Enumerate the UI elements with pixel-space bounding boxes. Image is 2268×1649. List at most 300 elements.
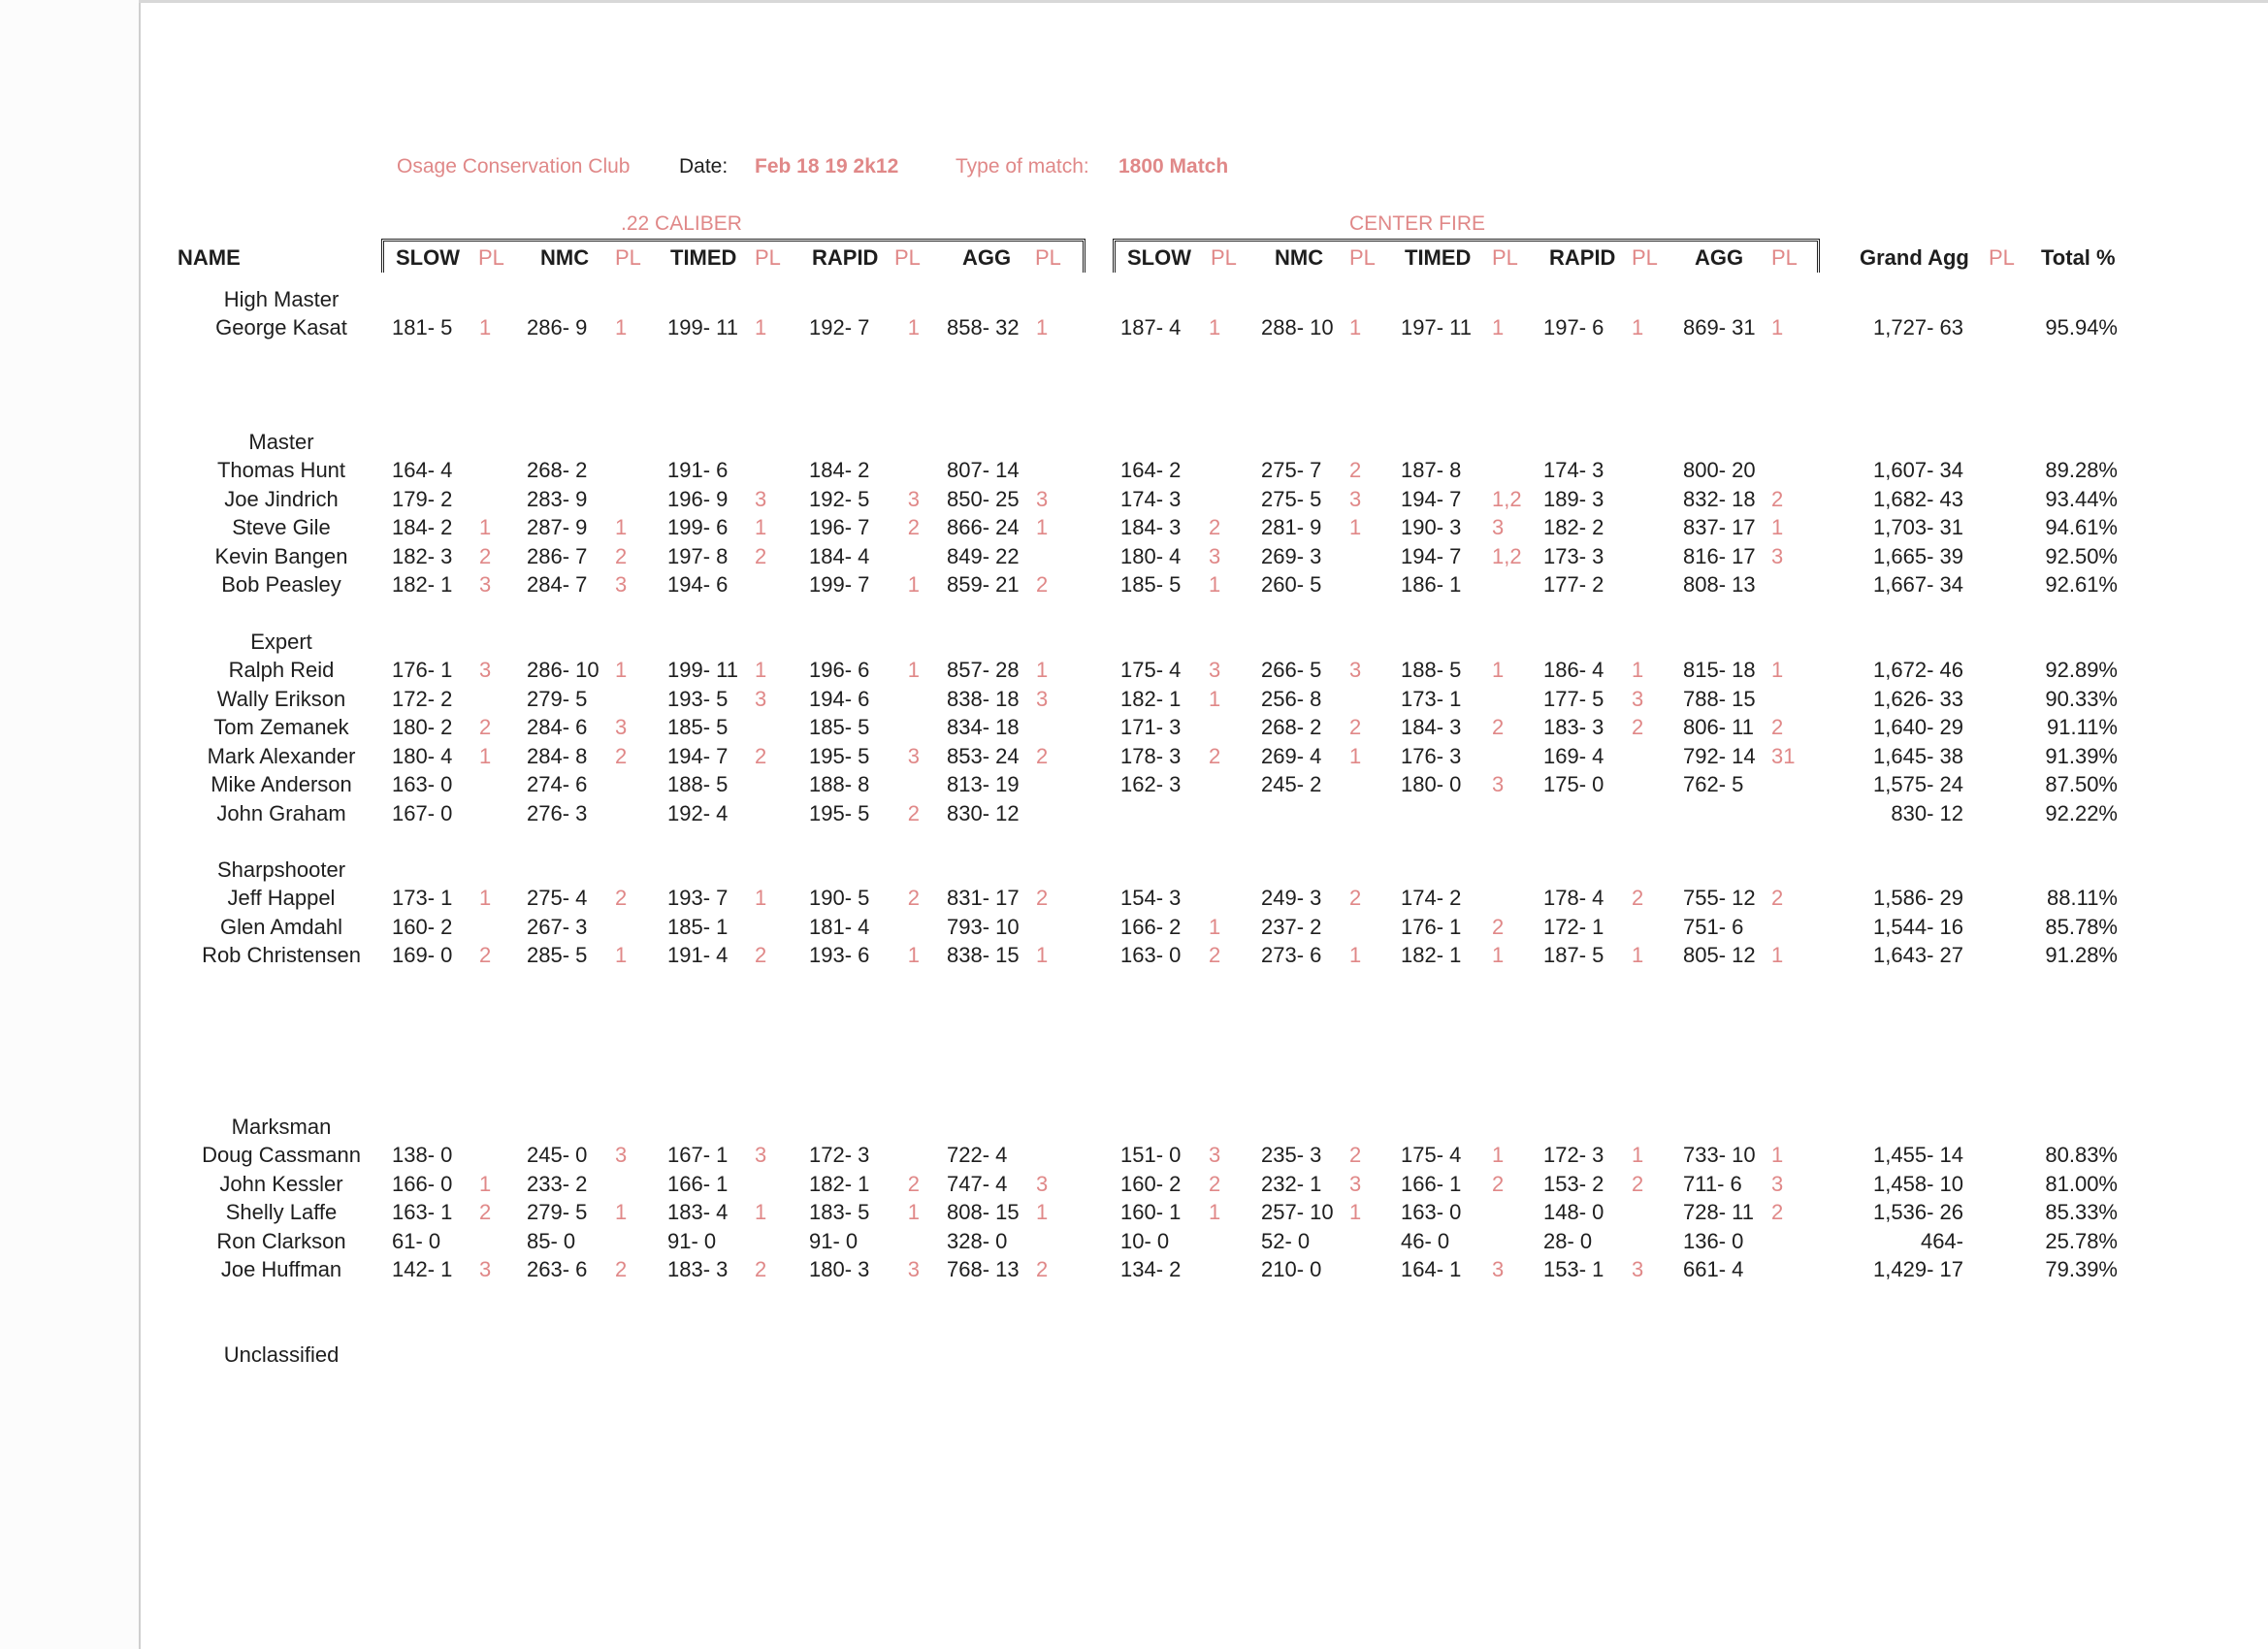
cell-cf-agg: 869- 31 (1683, 315, 1756, 340)
cell-s22-rapid: 192- 7 (809, 315, 870, 340)
cell-s22-rapid: 196- 7 (809, 515, 870, 539)
cell-s22-timed-pl: 1 (755, 515, 767, 539)
cell-cf-slow: 10- 0 (1120, 1228, 1170, 1253)
cell-total-pct: 95.94% (2045, 315, 2118, 340)
cell-cf-timed-pl: 1 (1492, 943, 1505, 967)
cell-grand-agg: 1,455- 14 (1873, 1143, 1963, 1167)
cell-s22-slow-pl: 1 (479, 886, 492, 910)
cell-cf-rapid: 153- 2 (1543, 1171, 1604, 1196)
cell-cf-rapid-pl: 1 (1632, 315, 1644, 340)
cell-total-pct: 92.89% (2045, 658, 2118, 682)
cell-cf-rapid: 175- 0 (1543, 772, 1604, 796)
cell-s22-nmc: 285- 5 (527, 943, 588, 967)
cell-cf-nmc: 269- 4 (1261, 743, 1322, 768)
cell-cf-nmc: 237- 2 (1261, 914, 1322, 939)
cell-cf-nmc-pl: 1 (1349, 743, 1362, 768)
cell-cf-timed-pl: 1 (1492, 315, 1505, 340)
cell-cf-nmc: 275- 7 (1261, 458, 1322, 482)
cell-cf-agg-pl: 3 (1771, 1171, 1784, 1196)
col-header-22-timed: TIMED (670, 245, 737, 270)
cell-s22-timed: 183- 4 (667, 1200, 729, 1224)
cell-s22-nmc: 287- 9 (527, 515, 588, 539)
cell-grand-agg: 1,586- 29 (1873, 886, 1963, 910)
cell-cf-agg: 661- 4 (1683, 1257, 1744, 1281)
cell-total-pct: 92.61% (2045, 572, 2118, 597)
cell-cf-timed-pl: 1 (1492, 1143, 1505, 1167)
cell-cf-timed-pl: 3 (1492, 515, 1505, 539)
cell-cf-nmc: 269- 3 (1261, 543, 1322, 568)
cell-cf-slow: 134- 2 (1120, 1257, 1182, 1281)
cell-cf-timed: 175- 4 (1401, 1143, 1462, 1167)
cell-total-pct: 90.33% (2045, 686, 2118, 711)
cell-s22-timed: 199- 11 (667, 315, 738, 340)
cell-cf-rapid: 174- 3 (1543, 458, 1604, 482)
col-header-cf-nmc: NMC (1275, 245, 1324, 270)
cell-cf-timed-pl: 3 (1492, 772, 1505, 796)
col-header-cf-agg: AGG (1695, 245, 1744, 270)
cell-s22-timed-pl: 1 (755, 315, 767, 340)
cell-s22-nmc: 284- 7 (527, 572, 588, 597)
col-header-cf-nmc-pl: PL (1349, 245, 1376, 270)
cell-s22-agg: 857- 28 (947, 658, 1020, 682)
cell-cf-timed-pl: 1 (1492, 658, 1505, 682)
cell-s22-nmc-pl: 1 (615, 1200, 628, 1224)
cell-cf-agg: 800- 20 (1683, 458, 1756, 482)
cell-cf-agg-pl: 1 (1771, 315, 1784, 340)
cell-s22-nmc: 279- 5 (527, 686, 588, 711)
cell-cf-rapid-pl: 3 (1632, 686, 1644, 711)
cell-grand-agg: 1,607- 34 (1873, 458, 1963, 482)
cell-cf-rapid-pl: 2 (1632, 886, 1644, 910)
cell-s22-nmc: 85- 0 (527, 1228, 576, 1253)
cell-s22-nmc: 286- 9 (527, 315, 588, 340)
cell-cf-slow: 185- 5 (1120, 572, 1182, 597)
cell-cf-timed: 194- 7 (1401, 543, 1462, 568)
cell-cf-rapid-pl: 2 (1632, 1171, 1644, 1196)
cell-cf-agg: 815- 18 (1683, 658, 1756, 682)
cell-s22-nmc-pl: 1 (615, 315, 628, 340)
cell-cf-timed: 184- 3 (1401, 715, 1462, 739)
cell-s22-slow-pl: 3 (479, 572, 492, 597)
cell-s22-slow-pl: 1 (479, 743, 492, 768)
col-header-22-agg-pl: PL (1035, 245, 1061, 270)
cell-cf-timed: 46- 0 (1401, 1228, 1450, 1253)
cell-total-pct: 87.50% (2045, 772, 2118, 796)
cell-cf-timed-pl: 2 (1492, 715, 1505, 739)
cell-s22-timed: 185- 5 (667, 715, 729, 739)
cell-grand-agg: 1,458- 10 (1873, 1171, 1963, 1196)
cell-cf-timed: 197- 11 (1401, 315, 1472, 340)
cell-s22-rapid-pl: 1 (907, 943, 920, 967)
shooter-name: John Graham (216, 800, 346, 825)
cell-s22-timed: 91- 0 (667, 1228, 717, 1253)
col-header-cf-rapid: RAPID (1549, 245, 1616, 270)
cell-cf-nmc: 52- 0 (1261, 1228, 1311, 1253)
cell-s22-slow: 138- 0 (392, 1143, 453, 1167)
cell-s22-timed-pl: 1 (755, 1200, 767, 1224)
cell-cf-nmc: 235- 3 (1261, 1143, 1322, 1167)
cell-s22-agg: 849- 22 (947, 543, 1020, 568)
cell-s22-rapid: 180- 3 (809, 1257, 870, 1281)
cell-total-pct: 85.78% (2045, 914, 2118, 939)
col-header-total-pct: Total % (2041, 245, 2116, 270)
cell-cf-agg-pl: 31 (1771, 743, 1796, 768)
cell-cf-slow-pl: 1 (1209, 686, 1221, 711)
cell-s22-nmc: 284- 8 (527, 743, 588, 768)
cell-s22-slow: 166- 0 (392, 1171, 453, 1196)
cell-s22-rapid: 182- 1 (809, 1171, 870, 1196)
cell-cf-slow: 178- 3 (1120, 743, 1182, 768)
cell-cf-rapid: 186- 4 (1543, 658, 1604, 682)
cell-s22-rapid-pl: 3 (907, 486, 920, 511)
cell-cf-agg: 805- 12 (1683, 943, 1756, 967)
cell-s22-rapid: 184- 4 (809, 543, 870, 568)
cell-cf-slow-pl: 1 (1209, 572, 1221, 597)
cell-grand-agg: 1,536- 26 (1873, 1200, 1963, 1224)
cell-cf-timed: 186- 1 (1401, 572, 1462, 597)
cell-cf-nmc: 245- 2 (1261, 772, 1322, 796)
cell-s22-timed-pl: 1 (755, 658, 767, 682)
cell-cf-agg: 806- 11 (1683, 715, 1754, 739)
date-value: Feb 18 19 2k12 (755, 155, 899, 178)
club-name: Osage Conservation Club (397, 155, 631, 178)
shooter-name: John Kessler (219, 1171, 343, 1196)
cell-s22-rapid-pl: 3 (907, 1257, 920, 1281)
cell-s22-timed: 191- 4 (667, 943, 729, 967)
cell-cf-slow-pl: 1 (1209, 914, 1221, 939)
col-header-cf-rapid-pl: PL (1632, 245, 1658, 270)
cell-cf-timed: 173- 1 (1401, 686, 1462, 711)
cell-grand-agg: 1,575- 24 (1873, 772, 1963, 796)
cell-s22-slow: 180- 2 (392, 715, 453, 739)
cell-total-pct: 81.00% (2045, 1171, 2118, 1196)
cell-cf-nmc-pl: 1 (1349, 315, 1362, 340)
cell-cf-agg-pl: 1 (1771, 943, 1784, 967)
cell-s22-rapid: 199- 7 (809, 572, 870, 597)
cell-s22-nmc: 284- 6 (527, 715, 588, 739)
cell-cf-slow-pl: 2 (1209, 1171, 1221, 1196)
cell-cf-agg-pl: 1 (1771, 1143, 1784, 1167)
cell-s22-slow: 182- 1 (392, 572, 453, 597)
cell-s22-nmc: 263- 6 (527, 1257, 588, 1281)
cell-s22-rapid-pl: 2 (907, 515, 920, 539)
cell-grand-agg: 1,727- 63 (1873, 315, 1963, 340)
cell-s22-timed: 199- 6 (667, 515, 729, 539)
cell-s22-agg-pl: 1 (1036, 658, 1049, 682)
cell-s22-agg-pl: 3 (1036, 686, 1049, 711)
cell-s22-timed: 194- 7 (667, 743, 729, 768)
cell-s22-nmc-pl: 2 (615, 543, 628, 568)
cell-s22-nmc-pl: 2 (615, 886, 628, 910)
cell-s22-nmc: 275- 4 (527, 886, 588, 910)
shooter-name: Shelly Laffe (225, 1200, 338, 1224)
cell-total-pct: 92.50% (2045, 543, 2118, 568)
cell-cf-agg: 755- 12 (1683, 886, 1756, 910)
cell-grand-agg: 1,645- 38 (1873, 743, 1963, 768)
cell-cf-agg-pl: 2 (1771, 715, 1784, 739)
cell-s22-agg: 830- 12 (947, 800, 1020, 825)
cell-cf-slow-pl: 1 (1209, 1200, 1221, 1224)
cell-s22-nmc: 245- 0 (527, 1143, 588, 1167)
cell-s22-nmc-pl: 1 (615, 943, 628, 967)
cell-grand-agg: 1,544- 16 (1873, 914, 1963, 939)
cell-cf-nmc: 275- 5 (1261, 486, 1322, 511)
cell-s22-nmc-pl: 1 (615, 658, 628, 682)
cell-grand-agg: 464- (1920, 1228, 1963, 1253)
cell-cf-agg-pl: 2 (1771, 486, 1784, 511)
cell-s22-nmc: 283- 9 (527, 486, 588, 511)
cell-cf-slow: 164- 2 (1120, 458, 1182, 482)
cell-s22-slow: 172- 2 (392, 686, 453, 711)
cell-s22-nmc: 276- 3 (527, 800, 588, 825)
cell-s22-rapid: 185- 5 (809, 715, 870, 739)
shooter-name: Doug Cassmann (202, 1143, 361, 1167)
cell-cf-nmc-pl: 3 (1349, 658, 1362, 682)
class-label: Sharpshooter (216, 857, 346, 882)
cell-grand-agg: 1,640- 29 (1873, 715, 1963, 739)
cell-s22-slow: 184- 2 (392, 515, 453, 539)
cell-cf-nmc-pl: 2 (1349, 715, 1362, 739)
cell-cf-slow: 182- 1 (1120, 686, 1182, 711)
cell-s22-agg-pl: 1 (1036, 315, 1049, 340)
class-label: Marksman (231, 1115, 332, 1139)
cell-cf-agg: 711- 6 (1683, 1171, 1742, 1196)
cell-s22-agg-pl: 2 (1036, 572, 1049, 597)
cell-s22-agg: 859- 21 (947, 572, 1020, 597)
cell-s22-rapid-pl: 2 (907, 800, 920, 825)
cell-cf-nmc: 281- 9 (1261, 515, 1322, 539)
cell-s22-slow: 173- 1 (392, 886, 453, 910)
cell-s22-rapid: 172- 3 (809, 1143, 870, 1167)
cell-cf-nmc-pl: 2 (1349, 886, 1362, 910)
cell-s22-slow-pl: 3 (479, 1257, 492, 1281)
col-header-cf-agg-pl: PL (1771, 245, 1798, 270)
cell-cf-timed: 194- 7 (1401, 486, 1462, 511)
cell-cf-nmc: 260- 5 (1261, 572, 1322, 597)
cell-s22-agg: 853- 24 (947, 743, 1020, 768)
col-header-cf-timed-pl: PL (1492, 245, 1518, 270)
cell-s22-nmc: 267- 3 (527, 914, 588, 939)
cell-cf-agg: 788- 15 (1683, 686, 1756, 711)
cell-cf-rapid: 187- 5 (1543, 943, 1604, 967)
match-type-label: Type of match: (956, 155, 1089, 178)
shooter-name: Mike Anderson (211, 772, 352, 796)
cell-total-pct: 91.11% (2047, 715, 2118, 739)
shooter-name: Glen Amdahl (220, 914, 342, 939)
cell-cf-timed: 188- 5 (1401, 658, 1462, 682)
cell-cf-rapid: 183- 3 (1543, 715, 1604, 739)
cell-cf-timed-pl: 2 (1492, 914, 1505, 939)
cell-cf-timed: 164- 1 (1401, 1257, 1462, 1281)
col-header-22-slow: SLOW (396, 245, 460, 270)
cell-cf-agg-pl: 3 (1771, 543, 1784, 568)
col-header-grand-agg: Grand Agg (1860, 245, 1969, 270)
shooter-name: Thomas Hunt (216, 458, 346, 482)
cell-s22-nmc: 279- 5 (527, 1200, 588, 1224)
cell-s22-slow-pl: 1 (479, 1171, 492, 1196)
cell-s22-agg-pl: 1 (1036, 943, 1049, 967)
cell-s22-agg: 328- 0 (947, 1228, 1008, 1253)
cell-s22-agg: 813- 19 (947, 772, 1020, 796)
cell-s22-rapid-pl: 1 (907, 1200, 920, 1224)
cell-s22-slow: 160- 2 (392, 914, 453, 939)
match-type-value: 1800 Match (1118, 155, 1229, 178)
cell-s22-rapid: 193- 6 (809, 943, 870, 967)
cell-cf-agg: 762- 5 (1683, 772, 1744, 796)
cell-s22-timed: 199- 11 (667, 658, 738, 682)
cell-cf-nmc-pl: 3 (1349, 486, 1362, 511)
cell-s22-rapid: 192- 5 (809, 486, 870, 511)
class-label: High Master (223, 287, 340, 311)
shooter-name: George Kasat (215, 315, 347, 340)
shooter-name: Wally Erikson (216, 686, 346, 711)
col-header-name: NAME (178, 245, 241, 270)
cell-s22-rapid: 196- 6 (809, 658, 870, 682)
shooter-name: Ralph Reid (228, 658, 335, 682)
cell-total-pct: 89.28% (2045, 458, 2118, 482)
cell-cf-rapid: 148- 0 (1543, 1200, 1604, 1224)
cell-cf-agg: 733- 10 (1683, 1143, 1756, 1167)
cell-s22-slow-pl: 2 (479, 715, 492, 739)
cell-cf-nmc-pl: 1 (1349, 943, 1362, 967)
cell-grand-agg: 1,429- 17 (1873, 1257, 1963, 1281)
col-header-22-rapid-pl: PL (894, 245, 921, 270)
cell-cf-nmc-pl: 2 (1349, 1143, 1362, 1167)
cell-cf-rapid: 182- 2 (1543, 515, 1604, 539)
cell-s22-slow-pl: 1 (479, 315, 492, 340)
cell-s22-slow: 163- 0 (392, 772, 453, 796)
cell-total-pct: 79.39% (2045, 1257, 2118, 1281)
cell-s22-rapid: 91- 0 (809, 1228, 859, 1253)
cell-s22-agg: 808- 15 (947, 1200, 1020, 1224)
col-header-cf-timed: TIMED (1405, 245, 1472, 270)
shooter-name: Tom Zemanek (213, 715, 349, 739)
cell-s22-rapid-pl: 3 (907, 743, 920, 768)
cell-cf-slow: 160- 1 (1120, 1200, 1182, 1224)
cell-s22-agg: 850- 25 (947, 486, 1020, 511)
cell-grand-agg: 1,682- 43 (1873, 486, 1963, 511)
cell-s22-rapid-pl: 2 (907, 1171, 920, 1196)
cell-s22-nmc-pl: 2 (615, 1257, 628, 1281)
cell-cf-agg-pl: 1 (1771, 658, 1784, 682)
cell-cf-timed-pl: 1,2 (1492, 486, 1522, 511)
cell-s22-rapid-pl: 1 (907, 658, 920, 682)
cell-s22-nmc-pl: 2 (615, 743, 628, 768)
cell-s22-rapid: 181- 4 (809, 914, 870, 939)
cell-s22-timed: 194- 6 (667, 572, 729, 597)
cell-cf-timed-pl: 3 (1492, 1257, 1505, 1281)
cell-s22-timed-pl: 3 (755, 486, 767, 511)
cell-cf-slow: 180- 4 (1120, 543, 1182, 568)
cell-cf-nmc-pl: 1 (1349, 515, 1362, 539)
cell-cf-slow-pl: 3 (1209, 658, 1221, 682)
cell-cf-agg: 808- 13 (1683, 572, 1756, 597)
col-header-22-nmc-pl: PL (615, 245, 641, 270)
cell-grand-agg: 1,703- 31 (1873, 515, 1963, 539)
cell-cf-rapid: 178- 4 (1543, 886, 1604, 910)
cell-s22-rapid-pl: 1 (907, 315, 920, 340)
cell-s22-slow: 164- 4 (392, 458, 453, 482)
cell-s22-nmc: 286- 7 (527, 543, 588, 568)
cell-s22-rapid: 195- 5 (809, 800, 870, 825)
col-header-22-timed-pl: PL (755, 245, 781, 270)
cell-cf-timed: 176- 1 (1401, 914, 1462, 939)
col-header-22-slow-pl: PL (478, 245, 504, 270)
class-label: Expert (250, 630, 312, 654)
cell-s22-timed-pl: 2 (755, 943, 767, 967)
cell-cf-timed: 176- 3 (1401, 743, 1462, 768)
cell-cf-rapid-pl: 1 (1632, 943, 1644, 967)
cell-cf-agg: 792- 14 (1683, 743, 1756, 768)
col-header-cf-slow: SLOW (1127, 245, 1191, 270)
cell-s22-agg: 747- 4 (947, 1171, 1008, 1196)
cell-cf-slow: 160- 2 (1120, 1171, 1182, 1196)
cell-s22-nmc-pl: 3 (615, 572, 628, 597)
cell-cf-timed: 163- 0 (1401, 1200, 1462, 1224)
cell-s22-agg: 858- 32 (947, 315, 1020, 340)
cell-cf-nmc: 268- 2 (1261, 715, 1322, 739)
cell-cf-slow: 184- 3 (1120, 515, 1182, 539)
cell-cf-slow-pl: 3 (1209, 543, 1221, 568)
cell-s22-agg-pl: 1 (1036, 1200, 1049, 1224)
cell-cf-slow-pl: 2 (1209, 943, 1221, 967)
cell-cf-timed-pl: 1,2 (1492, 543, 1522, 568)
cell-s22-timed: 188- 5 (667, 772, 729, 796)
cell-cf-agg: 832- 18 (1683, 486, 1756, 511)
cell-cf-agg: 728- 11 (1683, 1200, 1754, 1224)
cell-cf-nmc-pl: 3 (1349, 1171, 1362, 1196)
cell-s22-nmc: 286- 10 (527, 658, 599, 682)
cell-cf-slow-pl: 2 (1209, 743, 1221, 768)
cell-s22-timed-pl: 2 (755, 1257, 767, 1281)
cell-s22-nmc: 233- 2 (527, 1171, 588, 1196)
cell-cf-rapid-pl: 1 (1632, 1143, 1644, 1167)
cell-total-pct: 93.44% (2045, 486, 2118, 511)
cell-s22-nmc-pl: 3 (615, 715, 628, 739)
cell-cf-agg-pl: 1 (1771, 515, 1784, 539)
cell-s22-slow: 167- 0 (392, 800, 453, 825)
cell-cf-nmc-pl: 1 (1349, 1200, 1362, 1224)
cell-cf-timed: 166- 1 (1401, 1171, 1462, 1196)
cell-s22-timed-pl: 3 (755, 686, 767, 711)
cell-cf-slow-pl: 3 (1209, 1143, 1221, 1167)
cell-total-pct: 85.33% (2045, 1200, 2118, 1224)
cell-cf-slow: 187- 4 (1120, 315, 1182, 340)
cell-total-pct: 91.39% (2045, 743, 2118, 768)
cell-cf-rapid: 153- 1 (1543, 1257, 1604, 1281)
cell-s22-slow: 181- 5 (392, 315, 453, 340)
cell-s22-timed: 197- 8 (667, 543, 729, 568)
shooter-name: Bob Peasley (221, 572, 341, 597)
cell-cf-nmc: 232- 1 (1261, 1171, 1322, 1196)
cell-cf-nmc: 210- 0 (1261, 1257, 1322, 1281)
cell-s22-rapid: 195- 5 (809, 743, 870, 768)
cell-s22-timed: 183- 3 (667, 1257, 729, 1281)
cell-cf-nmc: 266- 5 (1261, 658, 1322, 682)
cell-cf-slow: 162- 3 (1120, 772, 1182, 796)
cell-cf-nmc: 257- 10 (1261, 1200, 1334, 1224)
cell-cf-slow: 166- 2 (1120, 914, 1182, 939)
cell-grand-agg: 1,667- 34 (1873, 572, 1963, 597)
cell-cf-rapid: 189- 3 (1543, 486, 1604, 511)
cell-total-pct: 25.78% (2045, 1228, 2118, 1253)
col-header-22-rapid: RAPID (812, 245, 879, 270)
cell-cf-agg: 837- 17 (1683, 515, 1756, 539)
cell-cf-timed: 187- 8 (1401, 458, 1462, 482)
cell-cf-nmc: 273- 6 (1261, 943, 1322, 967)
cell-s22-rapid: 188- 8 (809, 772, 870, 796)
scan-top-edge (139, 0, 2268, 3)
